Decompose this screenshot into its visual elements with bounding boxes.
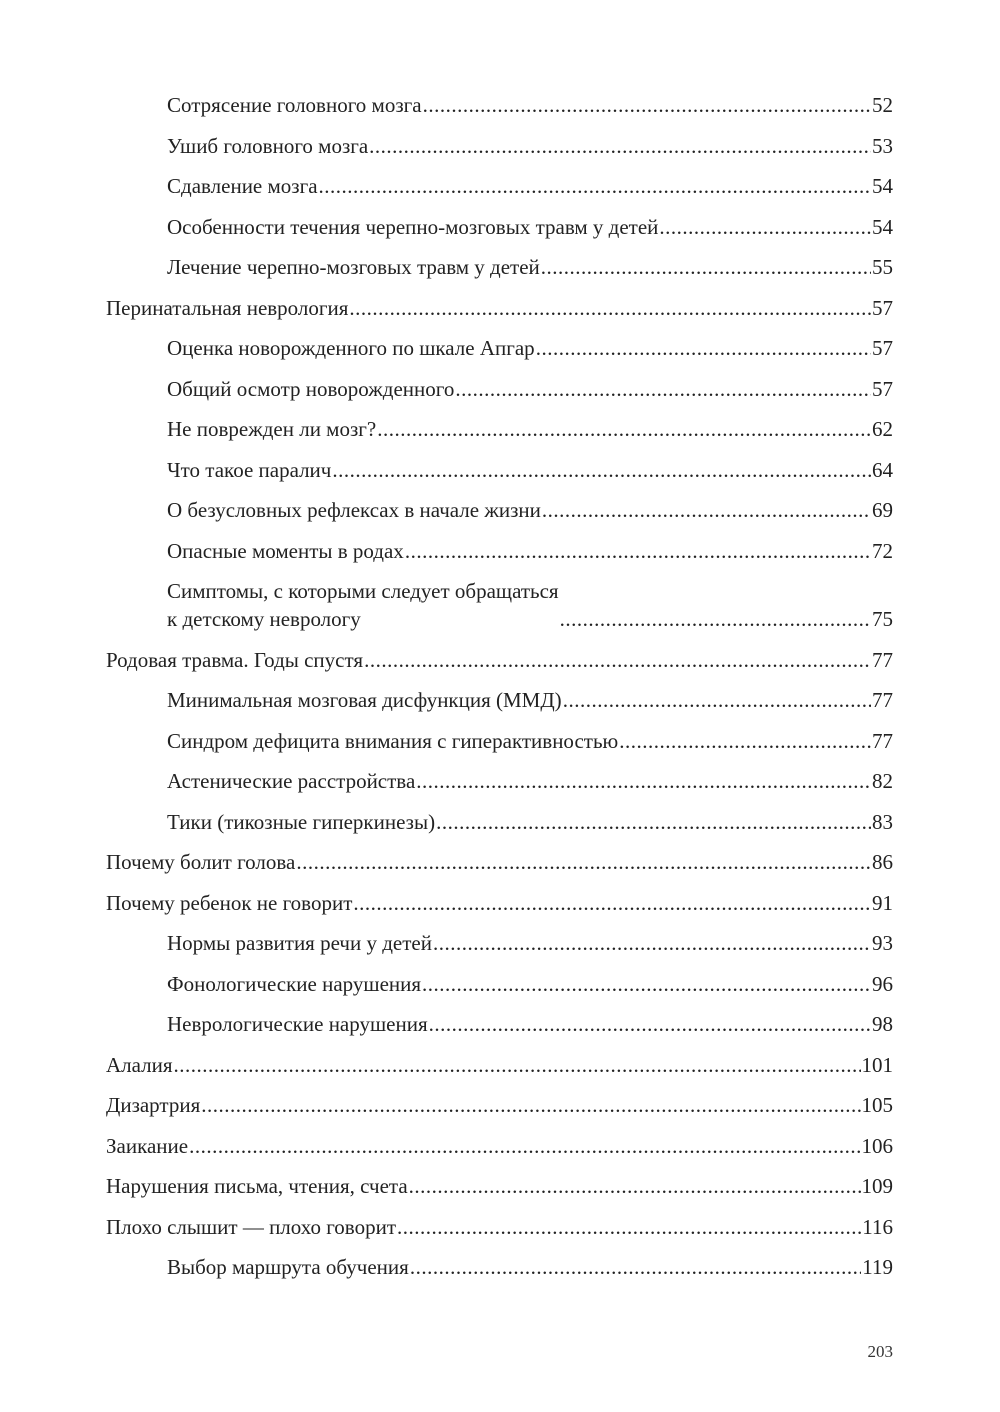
toc-entry-title: Плохо слышит — плохо говорит (106, 1214, 396, 1239)
toc-leader-dots (409, 1172, 861, 1200)
toc-entry[interactable] (106, 375, 893, 403)
toc-entry-page: 106 (861, 1133, 893, 1158)
toc-entry[interactable] (106, 456, 893, 484)
toc-entry-page: 72 (872, 538, 893, 563)
toc-entry-page: 77 (872, 728, 893, 753)
toc-entry-page: 77 (872, 688, 893, 712)
toc-entry-title: Сотрясение головного мозга (167, 93, 422, 117)
toc-entry[interactable] (106, 848, 893, 876)
toc-leader-dots (429, 1010, 871, 1038)
toc-entry-title: Перинатальная неврология (106, 295, 349, 320)
toc-entry-title: Не поврежден ли мозг? (167, 417, 377, 441)
toc-entry[interactable] (106, 889, 893, 917)
toc-entry-page: 96 (872, 971, 893, 996)
toc-leader-dots (332, 456, 871, 484)
toc-entry-page: 82 (872, 769, 893, 793)
toc-entry-title: Синдром дефицита внимания с гиперактивностью (167, 728, 619, 753)
toc-entry[interactable] (106, 537, 893, 565)
toc-entry-title: Симптомы, с которыми следует обращаться (167, 579, 559, 603)
toc-leader-dots (416, 767, 871, 795)
toc-entry-page: 57 (872, 336, 893, 360)
toc-leader-dots (560, 605, 871, 633)
toc-entry-page: 116 (862, 1214, 893, 1239)
toc-leader-dots (364, 646, 871, 674)
toc-entry[interactable] (106, 415, 893, 443)
toc-entry[interactable] (106, 1213, 893, 1241)
toc-entry-page: 57 (872, 376, 893, 401)
toc-leader-dots (455, 375, 871, 403)
toc-entry-page: 77 (872, 647, 893, 672)
toc-leader-dots (377, 415, 871, 443)
toc-entry[interactable] (106, 686, 893, 714)
toc-entry-title: Тики (тикозные гиперкинезы) (167, 809, 436, 834)
toc-entry-page: 57 (872, 295, 893, 320)
toc-leader-dots (369, 132, 871, 160)
toc-entry[interactable] (106, 1091, 893, 1119)
toc-leader-dots (174, 1051, 861, 1079)
toc-entry-title: Опасные моменты в родах (167, 538, 404, 563)
toc-leader-dots (433, 929, 871, 957)
toc-entry[interactable] (106, 577, 893, 633)
toc-leader-dots (536, 334, 871, 362)
toc-entry-title: Дизартрия (106, 1093, 201, 1117)
toc-entry-title: Нормы развития речи у детей (167, 931, 432, 955)
toc-entry-page: 75 (872, 607, 893, 631)
toc-entry-title: О безусловных рефлексах в начале жизни (167, 498, 541, 522)
toc-entry[interactable] (106, 1010, 893, 1038)
toc-entry-page: 64 (872, 457, 893, 482)
toc-entry[interactable] (106, 213, 893, 241)
toc-entry[interactable] (106, 1132, 893, 1160)
toc-entry-page: 93 (872, 931, 893, 955)
toc-leader-dots (410, 1253, 861, 1281)
toc-entry[interactable] (106, 970, 893, 998)
toc-entry-title: Почему ребенок не говорит (106, 890, 353, 915)
toc-leader-dots (541, 253, 871, 281)
toc-entry-title: Родовая травма. Годы спустя (106, 647, 364, 672)
toc-leader-dots (353, 889, 871, 917)
toc-leader-dots (423, 91, 871, 119)
toc-entry[interactable] (106, 1253, 893, 1281)
toc-entry[interactable] (106, 172, 893, 200)
toc-entry-page: 52 (872, 93, 893, 117)
toc-entry-title: Минимальная мозговая дисфункция (ММД) (167, 688, 562, 712)
toc-entry-title: Почему болит голова (106, 850, 296, 874)
toc-entry-title: Ушиб головного мозга (167, 133, 369, 158)
toc-leader-dots (619, 727, 871, 755)
toc-leader-dots (436, 808, 871, 836)
toc-entry-title: Астенические расстройства (167, 769, 416, 793)
toc-entry[interactable] (106, 808, 893, 836)
toc-entry-title: Сдавление мозга (167, 174, 318, 198)
toc-entry-page: 53 (872, 133, 893, 158)
toc-entry-page: 55 (872, 255, 893, 279)
toc-leader-dots (659, 213, 871, 241)
toc-entry-title: Неврологические нарушения (167, 1012, 428, 1036)
toc-entry-page: 101 (861, 1052, 893, 1077)
toc-entry-title: Лечение черепно-мозговых травм у детей (167, 255, 540, 279)
toc-entry-title-block (167, 577, 559, 633)
toc-entry[interactable] (106, 929, 893, 957)
toc-entry-title: Алалия (106, 1052, 173, 1077)
toc-leader-dots (563, 686, 871, 714)
toc-leader-dots (349, 294, 871, 322)
toc-entry[interactable] (106, 253, 893, 281)
toc-entry-page: 62 (872, 417, 893, 441)
toc-leader-dots (542, 496, 871, 524)
toc-entry[interactable] (106, 1051, 893, 1079)
toc-entry-title: Заикание (106, 1133, 189, 1158)
toc-entry-page: 119 (862, 1255, 893, 1279)
toc-entry-title: Общий осмотр новорожденного (167, 376, 455, 401)
table-of-contents (106, 91, 893, 1294)
toc-entry-title: Оценка новорожденного по шкале Апгар (167, 336, 535, 360)
toc-entry[interactable] (106, 646, 893, 674)
toc-leader-dots (189, 1132, 860, 1160)
toc-entry[interactable] (106, 1172, 893, 1200)
toc-entry-title: Выбор маршрута обучения (167, 1255, 409, 1279)
toc-leader-dots (201, 1091, 860, 1119)
toc-entry-title-continued: к детскому неврологу (167, 607, 361, 631)
toc-entry-title: Что такое паралич (167, 457, 332, 482)
page-number: 203 (867, 1342, 893, 1361)
toc-leader-dots (405, 537, 871, 565)
toc-entry-page: 69 (872, 498, 893, 522)
toc-entry[interactable] (106, 132, 893, 160)
toc-entry-title: Особенности течения черепно-мозговых травм у детей (167, 214, 659, 239)
toc-entry-page: 105 (861, 1093, 893, 1117)
toc-entry[interactable] (106, 91, 893, 119)
toc-entry-page: 86 (872, 850, 893, 874)
toc-leader-dots (296, 848, 871, 876)
toc-entry-page: 109 (861, 1174, 893, 1198)
toc-entry-page: 83 (872, 809, 893, 834)
toc-entry-title: Фонологические нарушения (167, 971, 422, 996)
toc-leader-dots (397, 1213, 861, 1241)
toc-entry-page: 54 (872, 214, 893, 239)
toc-entry-page: 91 (872, 890, 893, 915)
toc-leader-dots (422, 970, 871, 998)
toc-entry-page: 54 (872, 174, 893, 198)
toc-entry-page: 98 (872, 1012, 893, 1036)
toc-entry[interactable] (106, 767, 893, 795)
toc-entry[interactable] (106, 727, 893, 755)
toc-entry[interactable] (106, 294, 893, 322)
toc-leader-dots (319, 172, 871, 200)
toc-entry-title: Нарушения письма, чтения, счета (106, 1174, 408, 1198)
toc-entry[interactable] (106, 496, 893, 524)
toc-entry[interactable] (106, 334, 893, 362)
